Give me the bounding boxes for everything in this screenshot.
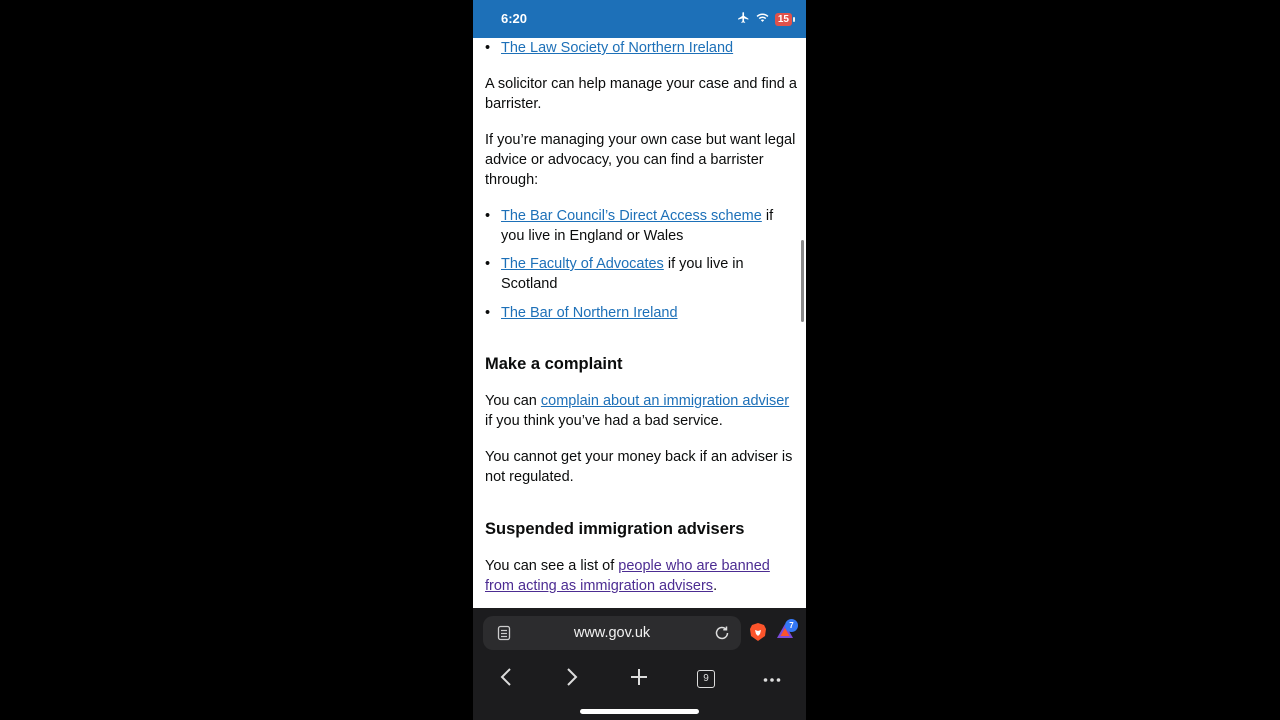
battery-icon: 15 — [775, 13, 792, 26]
suspended-paragraph — [485, 556, 797, 596]
more-icon — [763, 670, 781, 688]
more-button[interactable] — [757, 664, 787, 694]
own-case-paragraph: If you’re managing your own case but want legal advice or advocacy, you can find a barrister through: — [485, 132, 796, 188]
back-icon — [499, 667, 513, 692]
status-icons — [737, 11, 792, 27]
home-indicator — [580, 709, 699, 714]
suspended-suffix: . — [713, 578, 718, 594]
list-item-suffix: if you live in England or Wales — [501, 208, 774, 244]
bar-council-direct-access-link[interactable]: The Bar Council’s Direct Access scheme — [501, 208, 762, 224]
reload-icon[interactable] — [713, 624, 731, 647]
browser-toolbar — [473, 608, 806, 720]
complain-adviser-link[interactable]: complain about an immigration adviser — [540, 393, 790, 409]
list-item — [501, 254, 793, 294]
airplane-mode-icon — [737, 11, 750, 27]
law-society-ni-link[interactable]: The Law Society of Northern Ireland — [501, 40, 734, 56]
complaint-paragraph — [485, 391, 797, 431]
list-item — [501, 38, 793, 58]
url-text: www.gov.uk — [573, 625, 651, 641]
suspended-advisers-heading: Suspended immigration advisers — [485, 520, 745, 538]
forward-button[interactable] — [557, 664, 587, 694]
money-paragraph: You cannot get your money back if an adviser is not regulated. — [485, 449, 793, 485]
complaint-prefix: You can — [485, 393, 541, 409]
list-item — [501, 206, 793, 246]
forward-icon — [565, 667, 579, 692]
complaint-suffix: if you think you’ve had a bad service. — [485, 413, 723, 429]
new-tab-icon — [630, 668, 648, 691]
make-complaint-heading: Make a complaint — [485, 355, 623, 373]
scrollbar[interactable] — [801, 240, 804, 322]
list-item — [501, 303, 793, 323]
new-tab-button[interactable] — [624, 664, 654, 694]
suspended-prefix: You can see a list of — [485, 558, 619, 574]
tabs-button[interactable] — [691, 664, 721, 694]
solicitor-paragraph: A solicitor can help manage your case and find a barrister. — [485, 76, 797, 112]
wifi-icon — [756, 12, 769, 26]
list-item-suffix: if you live in Scotland — [501, 256, 744, 292]
status-time: 6:20 — [501, 11, 528, 26]
status-bar — [473, 0, 806, 38]
banned-advisers-link[interactable]: people who are banned from acting as immigration advisers — [485, 558, 770, 594]
tabs-icon: 9 — [697, 670, 715, 688]
address-bar[interactable] — [483, 616, 741, 650]
page-content — [473, 38, 806, 608]
rewards-badge: 7 — [785, 619, 798, 632]
faculty-of-advocates-link[interactable]: The Faculty of Advocates — [501, 256, 664, 272]
brave-shields-icon[interactable] — [749, 622, 767, 647]
phone-screen — [473, 0, 806, 720]
bar-of-northern-ireland-link[interactable]: The Bar of Northern Ireland — [501, 305, 678, 321]
back-button[interactable] — [491, 664, 521, 694]
